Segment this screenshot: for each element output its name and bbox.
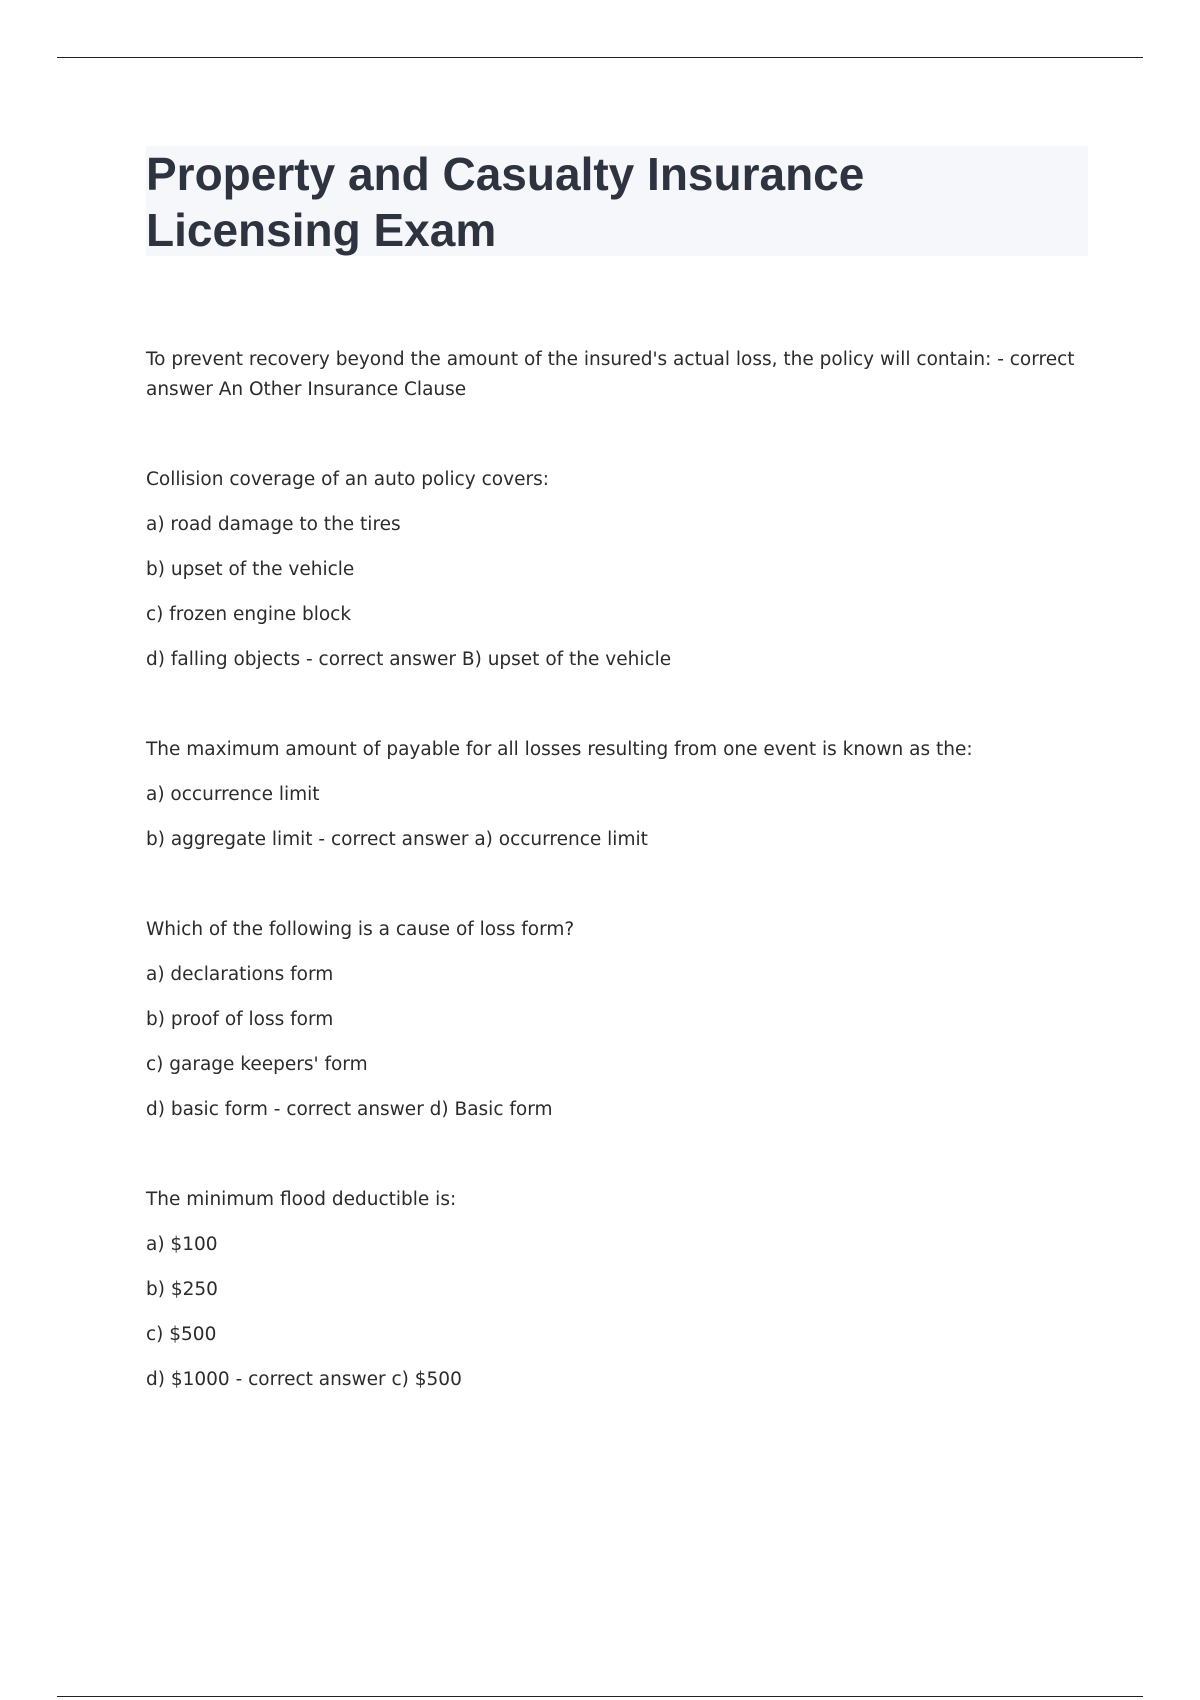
answer-option: a) declarations form (146, 964, 334, 985)
bottom-divider (57, 1696, 1143, 1697)
answer-option: d) basic form - correct answer d) Basic form (146, 1099, 553, 1120)
document-title: Property and Casualty Insurance Licensing Exam (146, 148, 865, 256)
question-text: To prevent recovery beyond the amount of the insured's actual loss, the policy will contain: - correct answer An Other Insurance Clause (146, 349, 1075, 400)
answer-option: b) upset of the vehicle (146, 559, 355, 580)
answer-option: a) occurrence limit (146, 784, 320, 805)
answer-option: b) $250 (146, 1279, 218, 1300)
answer-option: b) aggregate limit - correct answer a) occurrence limit (146, 829, 648, 850)
question-block-5 (146, 1185, 1076, 1395)
answer-option: c) frozen engine block (146, 604, 352, 625)
answer-option: d) $1000 - correct answer c) $500 (146, 1369, 462, 1390)
question-text: The maximum amount of payable for all losses resulting from one event is known as the: (146, 739, 973, 760)
answer-option: a) $100 (146, 1234, 218, 1255)
answer-option: c) garage keepers' form (146, 1054, 368, 1075)
question-text: Collision coverage of an auto policy covers: (146, 469, 549, 490)
answer-option: d) falling objects - correct answer B) upset of the vehicle (146, 649, 672, 670)
question-list (146, 345, 1076, 1455)
answer-option: a) road damage to the tires (146, 514, 401, 535)
question-block-2 (146, 465, 1076, 675)
question-text: Which of the following is a cause of loss form? (146, 919, 575, 940)
question-text: The minimum flood deductible is: (146, 1189, 457, 1210)
question-block-4 (146, 915, 1076, 1125)
answer-option: b) proof of loss form (146, 1009, 334, 1030)
answer-option: c) $500 (146, 1324, 217, 1345)
question-block-3 (146, 735, 1076, 855)
question-block-1 (146, 345, 1076, 405)
top-divider (57, 57, 1143, 58)
